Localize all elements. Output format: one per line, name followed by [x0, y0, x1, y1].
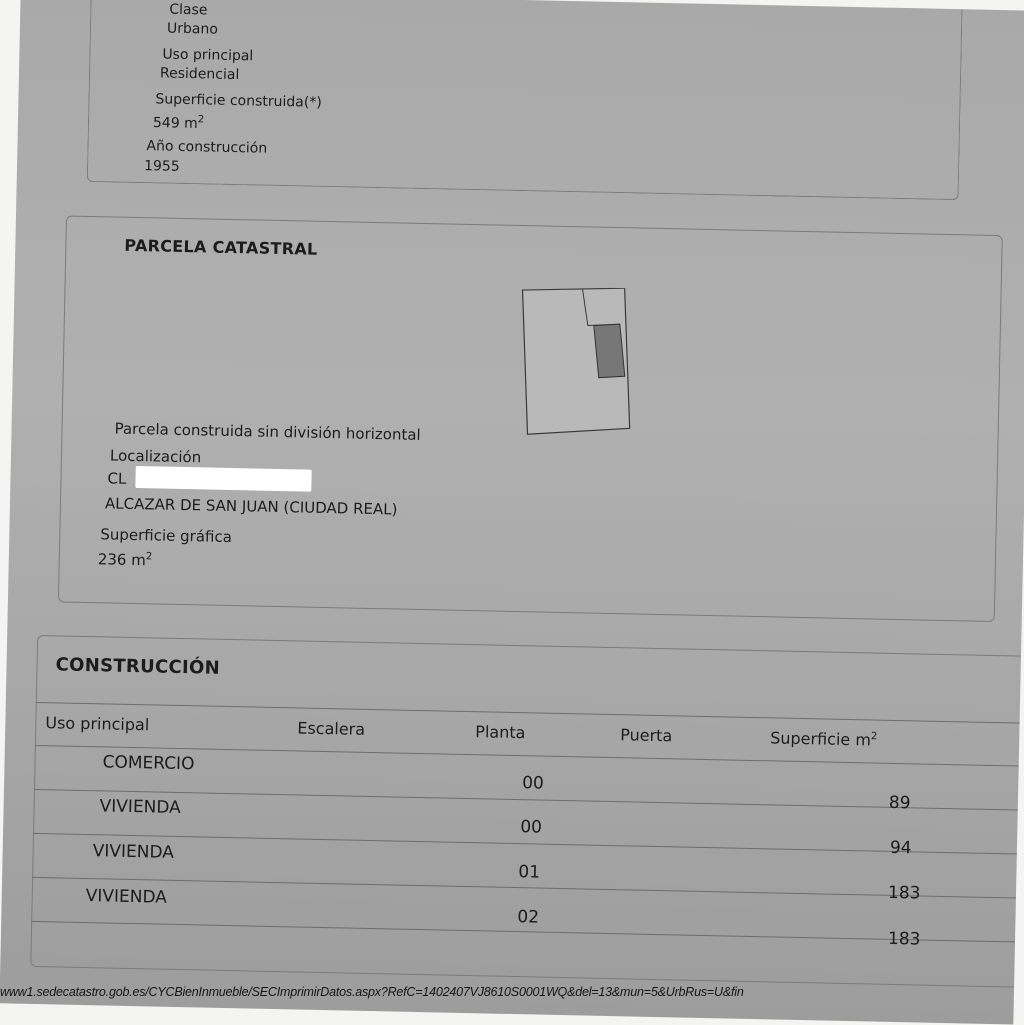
- superficie-construida-value: 549 $m^2$: [152, 114, 205, 132]
- building-footprint: [593, 324, 626, 379]
- row-planta: 01: [518, 862, 541, 883]
- parcela-catastral-box: [58, 215, 1003, 622]
- print-footer-url: www1.sedecatastro.gob.es/CYCBienInmueble/SECImprimirDatos.aspx?RefC=1402407VJ8610S0001WQ&del=13&mun=5&UrbRus=U&fin: [0, 985, 744, 999]
- row-uso: COMERCIO: [102, 752, 195, 775]
- parcela-title: PARCELA CATASTRAL: [124, 235, 318, 259]
- row-planta: 00: [520, 817, 543, 838]
- col-escalera: Escalera: [297, 718, 366, 739]
- inmueble-data-box: [87, 0, 963, 200]
- superficie-grafica-value: 236 $m^2$: [97, 550, 153, 570]
- row-planta: 00: [522, 773, 545, 794]
- col-puerta: Puerta: [620, 725, 673, 746]
- superficie-grafica-label: Superficie gráfica: [100, 525, 233, 547]
- anio-construccion-value: 1955: [143, 158, 180, 175]
- redacted-street: [135, 466, 311, 492]
- uso-principal-value: Residencial: [159, 65, 240, 84]
- city: ALCAZAR DE SAN JUAN (CIUDAD REAL): [104, 494, 398, 519]
- localizacion-label: Localización: [109, 446, 202, 467]
- row-superficie: 94: [889, 837, 912, 859]
- row-uso: VIVIENDA: [92, 841, 175, 863]
- col-superficie: Superficie $m^2$: [770, 728, 878, 750]
- construccion-title: CONSTRUCCIÓN: [55, 654, 221, 679]
- uso-principal-label: Uso principal: [162, 46, 254, 65]
- row-superficie: 183: [887, 882, 921, 904]
- parcela-description: Parcela construida sin división horizontal: [114, 419, 421, 444]
- row-superficie: 89: [888, 792, 911, 814]
- clase-value: Urbano: [166, 20, 219, 38]
- parcel-map: [517, 286, 635, 438]
- row-uso: VIVIENDA: [85, 886, 168, 908]
- col-planta: Planta: [475, 722, 526, 743]
- row-uso: VIVIENDA: [99, 796, 182, 819]
- street-prefix: CL: [107, 469, 127, 488]
- clase-label: Clase: [169, 1, 208, 19]
- row-planta: 02: [517, 907, 540, 928]
- col-uso-principal: Uso principal: [45, 713, 150, 735]
- anio-construccion-label: Año construcción: [146, 138, 268, 157]
- row-superficie: 183: [887, 928, 921, 950]
- superficie-construida-label: Superficie construida(*): [155, 91, 322, 111]
